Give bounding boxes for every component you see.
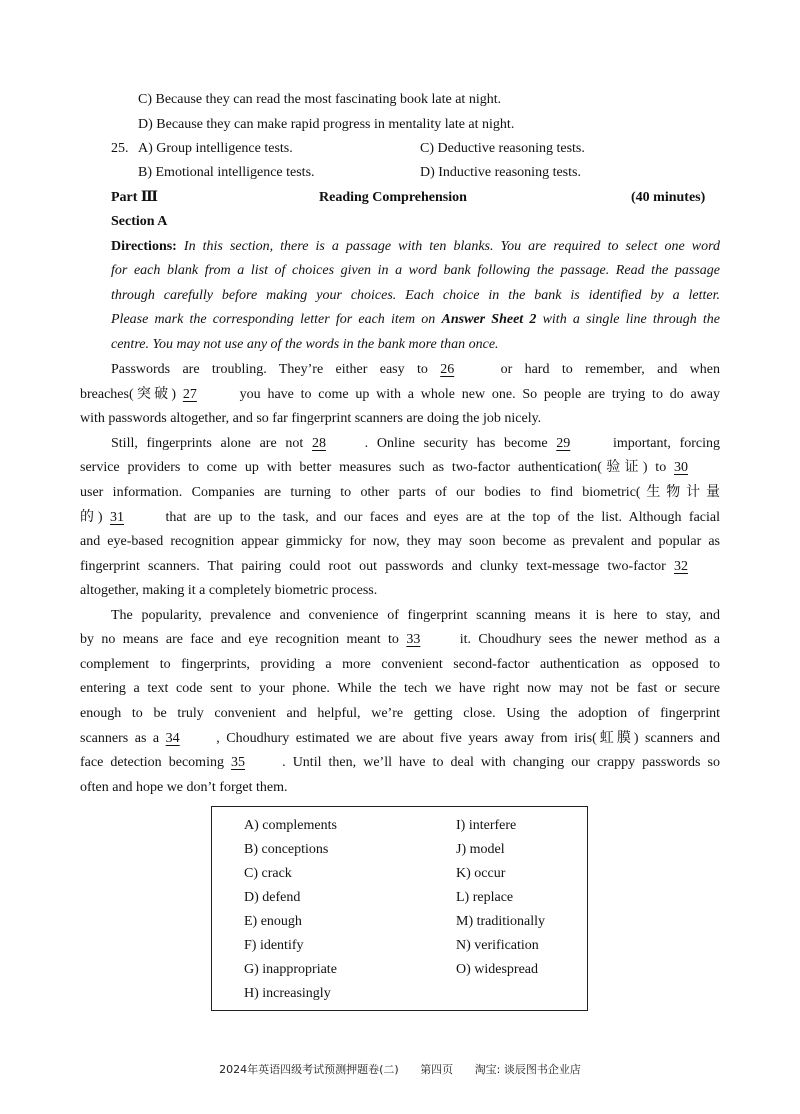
- blank-29: 29: [556, 436, 571, 451]
- q25-option-d: D) Inductive reasoning tests.: [420, 165, 581, 180]
- directions-line-5: centre. You may not use any of the words in the bank more than once.: [111, 337, 499, 352]
- p2-text: 的): [80, 510, 103, 525]
- part-title: Reading Comprehension: [319, 190, 467, 205]
- p3-text: . Until then, we’ll have to deal with changing our crappy passwords so: [282, 755, 721, 770]
- p2-line-4: [80, 509, 720, 527]
- p1-text: or hard to remember, and when: [500, 362, 721, 377]
- p3-line-2: [80, 631, 720, 649]
- blank-33: 33: [406, 632, 421, 647]
- p1-line-1: [111, 361, 720, 379]
- q24-option-c: C) Because they can read the most fascinating book late at night.: [138, 92, 502, 107]
- word-bank-item: C) crack: [244, 866, 292, 881]
- p3-line-7: [80, 754, 720, 772]
- part-time: (40 minutes): [631, 190, 706, 205]
- p3-line-6: [80, 730, 720, 748]
- q25-option-b: B) Emotional intelligence tests.: [138, 165, 315, 180]
- p3-line-3: complement to fingerprints, providing a more convenient second-factor authentication as opposed to: [80, 657, 720, 672]
- directions-text-4a: Please mark the corresponding letter for each item on: [111, 312, 436, 327]
- word-bank-item: B) conceptions: [244, 842, 329, 857]
- p2-line-5: and eye-based recognition appear gimmicky for now, they may soon become as prevalent and popular as: [80, 534, 720, 549]
- word-bank: [211, 806, 588, 1011]
- footer-title: 2024年英语四级考试预测押题卷(二): [219, 1063, 399, 1076]
- directions-label: Directions:: [111, 239, 177, 254]
- p3-line-5: enough to be truly convenient and helpful, we’re getting close. Using the adoption of fingerprint: [80, 706, 720, 721]
- p3-text: scanners as a: [80, 731, 160, 746]
- q24-option-d: D) Because they can make rapid progress in mentality late at night.: [138, 117, 515, 132]
- p2-text: Still, fingerprints alone are not: [111, 436, 304, 451]
- p3-line-4: entering a text code sent to your phone. While the tech we have right now may not be fast or secure: [80, 681, 720, 696]
- blank-27: 27: [182, 387, 197, 402]
- part-label: Part Ⅲ: [111, 190, 158, 205]
- directions-line-4: [111, 311, 720, 329]
- p1-text: you have to come up with a whole new one. So people are trying to do away: [239, 387, 721, 402]
- q25-number: 25.: [111, 141, 129, 156]
- p2-line-2: [80, 459, 720, 477]
- p2-text: . Online security has become: [364, 436, 548, 451]
- blank-30: 30: [674, 460, 689, 475]
- blank-28: 28: [311, 436, 326, 451]
- directions-line-1: [111, 238, 720, 256]
- word-bank-item: N) verification: [456, 938, 539, 953]
- footer-page-number: 第四页: [420, 1063, 454, 1076]
- word-bank-item: I) interfere: [456, 818, 517, 833]
- p2-line-1: [111, 435, 720, 453]
- word-bank-item: E) enough: [244, 914, 302, 929]
- word-bank-item: O) widespread: [456, 962, 539, 977]
- word-bank-item: G) inappropriate: [244, 962, 337, 977]
- blank-26: 26: [440, 362, 455, 377]
- p2-text: service providers to come up with better measures such as two-factor authentication(验证) to: [80, 460, 667, 475]
- q25-option-c: C) Deductive reasoning tests.: [420, 141, 585, 156]
- p3-line-1: The popularity, prevalence and convenience of fingerprint scanning means it is here to stay, and: [111, 608, 720, 623]
- blank-31: 31: [110, 510, 125, 525]
- p3-text: , Choudhury estimated we are about five years away from iris(虹膜) scanners and: [216, 731, 720, 746]
- p2-line-3: user information. Companies are turning to other parts of our bodies to find biometric(生物计量: [80, 485, 720, 500]
- p2-line-7: altogether, making it a completely biometric process.: [80, 583, 378, 598]
- directions-line-3: through carefully before making your choices. Each choice in the bank is identified by a letter.: [111, 288, 720, 303]
- page-footer: [0, 1061, 800, 1077]
- p2-text: important, forcing: [612, 436, 721, 451]
- word-bank-item: J) model: [456, 842, 505, 857]
- answer-sheet-label: Answer Sheet 2: [441, 312, 537, 327]
- section-title: Section A: [111, 214, 168, 229]
- blank-32: 32: [674, 559, 688, 574]
- word-bank-item: M) traditionally: [456, 914, 546, 929]
- word-bank-item: D) defend: [244, 890, 301, 905]
- word-bank-item: K) occur: [456, 866, 506, 881]
- p2-line-6: [80, 558, 720, 576]
- word-bank-item: A) complements: [244, 818, 337, 833]
- q25-option-a: A) Group intelligence tests.: [138, 141, 293, 156]
- p3-line-8: often and hope we don’t forget them.: [80, 780, 288, 795]
- blank-34: 34: [165, 731, 180, 746]
- p2-text: fingerprint scanners. That pairing could root out passwords and clunky text-message two-factor: [80, 559, 666, 574]
- word-bank-item: H) increasingly: [244, 986, 331, 1001]
- p3-text: it. Choudhury sees the newer method as a: [459, 632, 721, 647]
- p1-line-3: with passwords altogether, and so far fingerprint scanners are doing the job nicely.: [80, 411, 542, 426]
- blank-35: 35: [231, 755, 246, 770]
- p1-text: breaches(突破): [80, 387, 177, 402]
- p3-text: by no means are face and eye recognition meant to: [80, 632, 399, 647]
- p1-line-2: [80, 386, 720, 404]
- p1-text: Passwords are troubling. They’re either easy to: [111, 362, 428, 377]
- word-bank-item: L) replace: [456, 890, 514, 905]
- word-bank-item: F) identify: [244, 938, 304, 953]
- p2-text: that are up to the task, and our faces and eyes are at the top of the list. Although facial: [165, 510, 721, 525]
- p3-text: face detection becoming: [80, 755, 224, 770]
- directions-text-1: In this section, there is a passage with ten blanks. You are required to select one word: [183, 239, 721, 254]
- directions-line-2: for each blank from a list of choices given in a word bank following the passage. Read the passage: [111, 263, 720, 278]
- footer-shop: 淘宝: 谈辰图书企业店: [474, 1063, 581, 1076]
- directions-text-4c: with a single line through the: [542, 312, 721, 327]
